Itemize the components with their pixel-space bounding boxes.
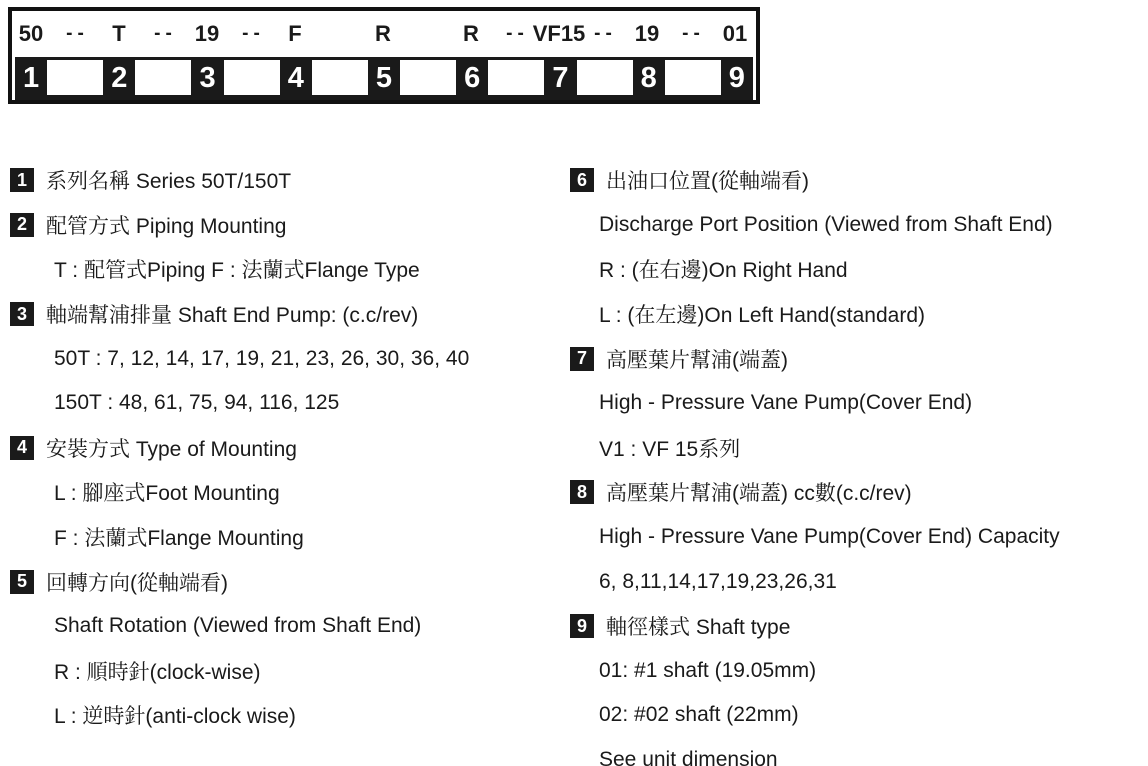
code-position-cell-6: 6	[456, 57, 488, 100]
code-blank-cell	[312, 60, 368, 95]
legend-item-6-line: Discharge Port Position (Viewed from Shaft End)	[599, 212, 1053, 236]
code-value-text: 19	[194, 21, 220, 46]
code-position-cell-8: 8	[633, 57, 665, 100]
code-value-text: T	[112, 21, 126, 46]
code-value-9	[719, 21, 751, 47]
code-separator-dash: --	[66, 23, 89, 44]
position-badge-7: 7	[570, 347, 594, 371]
code-value-5	[367, 21, 399, 47]
code-position-cell-7: 7	[544, 57, 576, 100]
code-value-8	[631, 21, 663, 47]
legend-item-6-heading	[570, 158, 1148, 203]
legend-heading-text: 系列名稱 Series 50T/150T	[46, 170, 292, 194]
code-blank-cell	[224, 60, 280, 95]
code-blank-cell	[577, 60, 633, 95]
code-separator-dash: --	[594, 23, 617, 44]
code-separator-dash: --	[682, 23, 705, 44]
code-value-text: VF15	[532, 21, 586, 46]
code-blank-cell	[400, 60, 456, 95]
legend-item-2-line: T : 配管式Piping F : 法蘭式Flange Type	[54, 259, 420, 283]
legend-item-1-heading	[10, 158, 560, 203]
position-badge-6: 6	[570, 168, 594, 192]
legend-item-7-line: High - Pressure Vane Pump(Cover End)	[599, 391, 973, 415]
code-separator-dash: --	[154, 23, 177, 44]
code-position-cell-3: 3	[192, 57, 224, 100]
legend-item-3-heading	[10, 292, 560, 337]
position-badge-3: 3	[10, 302, 34, 326]
legend-item-9-line: See unit dimension	[599, 748, 778, 766]
legend-item-4-line: F : 法蘭式Flange Mounting	[54, 527, 304, 551]
legend-item-4-heading	[10, 426, 560, 471]
legend-item-8-line: 6, 8,11,14,17,19,23,26,31	[599, 569, 837, 593]
legend-item-7-line: V1 : VF 15系列	[599, 437, 741, 461]
legend-heading-text: 安裝方式 Type of Mounting	[46, 437, 297, 461]
legend-item-5-line: R : 順時針(clock-wise)	[54, 660, 261, 684]
code-position-cell-9: 9	[721, 57, 753, 100]
legend-item-5-heading	[10, 559, 560, 604]
code-blank-cell	[135, 60, 191, 95]
legend-item-8-heading	[570, 470, 1148, 515]
legend-item-2-heading	[10, 203, 560, 248]
position-badge-1: 1	[10, 168, 34, 192]
code-position-cell-4: 4	[280, 57, 312, 100]
legend-item-5-line: L : 逆時針(anti-clock wise)	[54, 705, 296, 729]
code-value-text: F	[288, 21, 302, 46]
code-value-6	[455, 21, 487, 47]
legend-item-6-line: L : (在左邊)On Left Hand(standard)	[599, 304, 926, 328]
code-position-cell-5: 5	[368, 57, 400, 100]
legend-heading-text: 高壓葉片幫浦(端蓋) cc數(c.c/rev)	[606, 482, 912, 506]
legend-column-right	[570, 158, 1148, 766]
legend-heading-text: 軸端幫浦排量 Shaft End Pump: (c.c/rev)	[46, 304, 419, 328]
legend-item-6-line: R : (在右邊)On Right Hand	[599, 259, 848, 283]
position-badge-4: 4	[10, 436, 34, 460]
code-position-cell-2: 2	[103, 57, 135, 100]
legend-item-8-line: High - Pressure Vane Pump(Cover End) Capacity	[599, 525, 1060, 549]
code-separator-dash: --	[242, 23, 265, 44]
code-blank-cell	[665, 60, 721, 95]
code-blank-cell	[488, 60, 544, 95]
position-badge-9: 9	[570, 614, 594, 638]
legend-item-3-line: 150T : 48, 61, 75, 94, 116, 125	[54, 391, 340, 415]
legend-column-left	[10, 158, 560, 738]
model-code-diagram	[8, 7, 760, 104]
code-value-text: 50	[18, 21, 44, 46]
legend-item-3-line: 50T : 7, 12, 14, 17, 19, 21, 23, 26, 30, 36, 40	[54, 346, 470, 370]
code-separator-dash: --	[506, 23, 529, 44]
code-value-text: R	[375, 21, 391, 46]
code-value-3	[191, 21, 223, 47]
legend-item-4-line: L : 腳座式Foot Mounting	[54, 482, 280, 506]
band-edge	[753, 57, 756, 100]
legend-item-7-heading	[570, 336, 1148, 381]
code-blank-cell	[47, 60, 103, 95]
code-value-text: 01	[722, 21, 748, 46]
model-code-positions-row	[12, 57, 756, 100]
legend-heading-text: 配管方式 Piping Mounting	[46, 214, 287, 238]
model-code-values-row	[12, 11, 756, 57]
legend-heading-text: 高壓葉片幫浦(端蓋)	[606, 348, 788, 372]
code-value-text: 19	[634, 21, 660, 46]
code-value-2	[103, 21, 135, 47]
code-value-4	[279, 21, 311, 47]
position-badge-2: 2	[10, 213, 34, 237]
legend-item-9-heading	[570, 604, 1148, 649]
code-value-1	[15, 21, 47, 47]
legend-item-9-line: 01: #1 shaft (19.05mm)	[599, 658, 817, 682]
position-badge-8: 8	[570, 480, 594, 504]
legend-heading-text: 出油口位置(從軸端看)	[606, 170, 809, 194]
legend-item-5-line: Shaft Rotation (Viewed from Shaft End)	[54, 614, 422, 638]
code-value-text: R	[463, 21, 479, 46]
legend-heading-text: 回轉方向(從軸端看)	[46, 571, 228, 595]
code-position-cell-1: 1	[15, 57, 47, 100]
position-badge-5: 5	[10, 570, 34, 594]
code-value-7	[532, 21, 586, 47]
legend-item-9-line: 02: #02 shaft (22mm)	[599, 703, 799, 727]
legend-heading-text: 軸徑樣式 Shaft type	[606, 616, 791, 640]
